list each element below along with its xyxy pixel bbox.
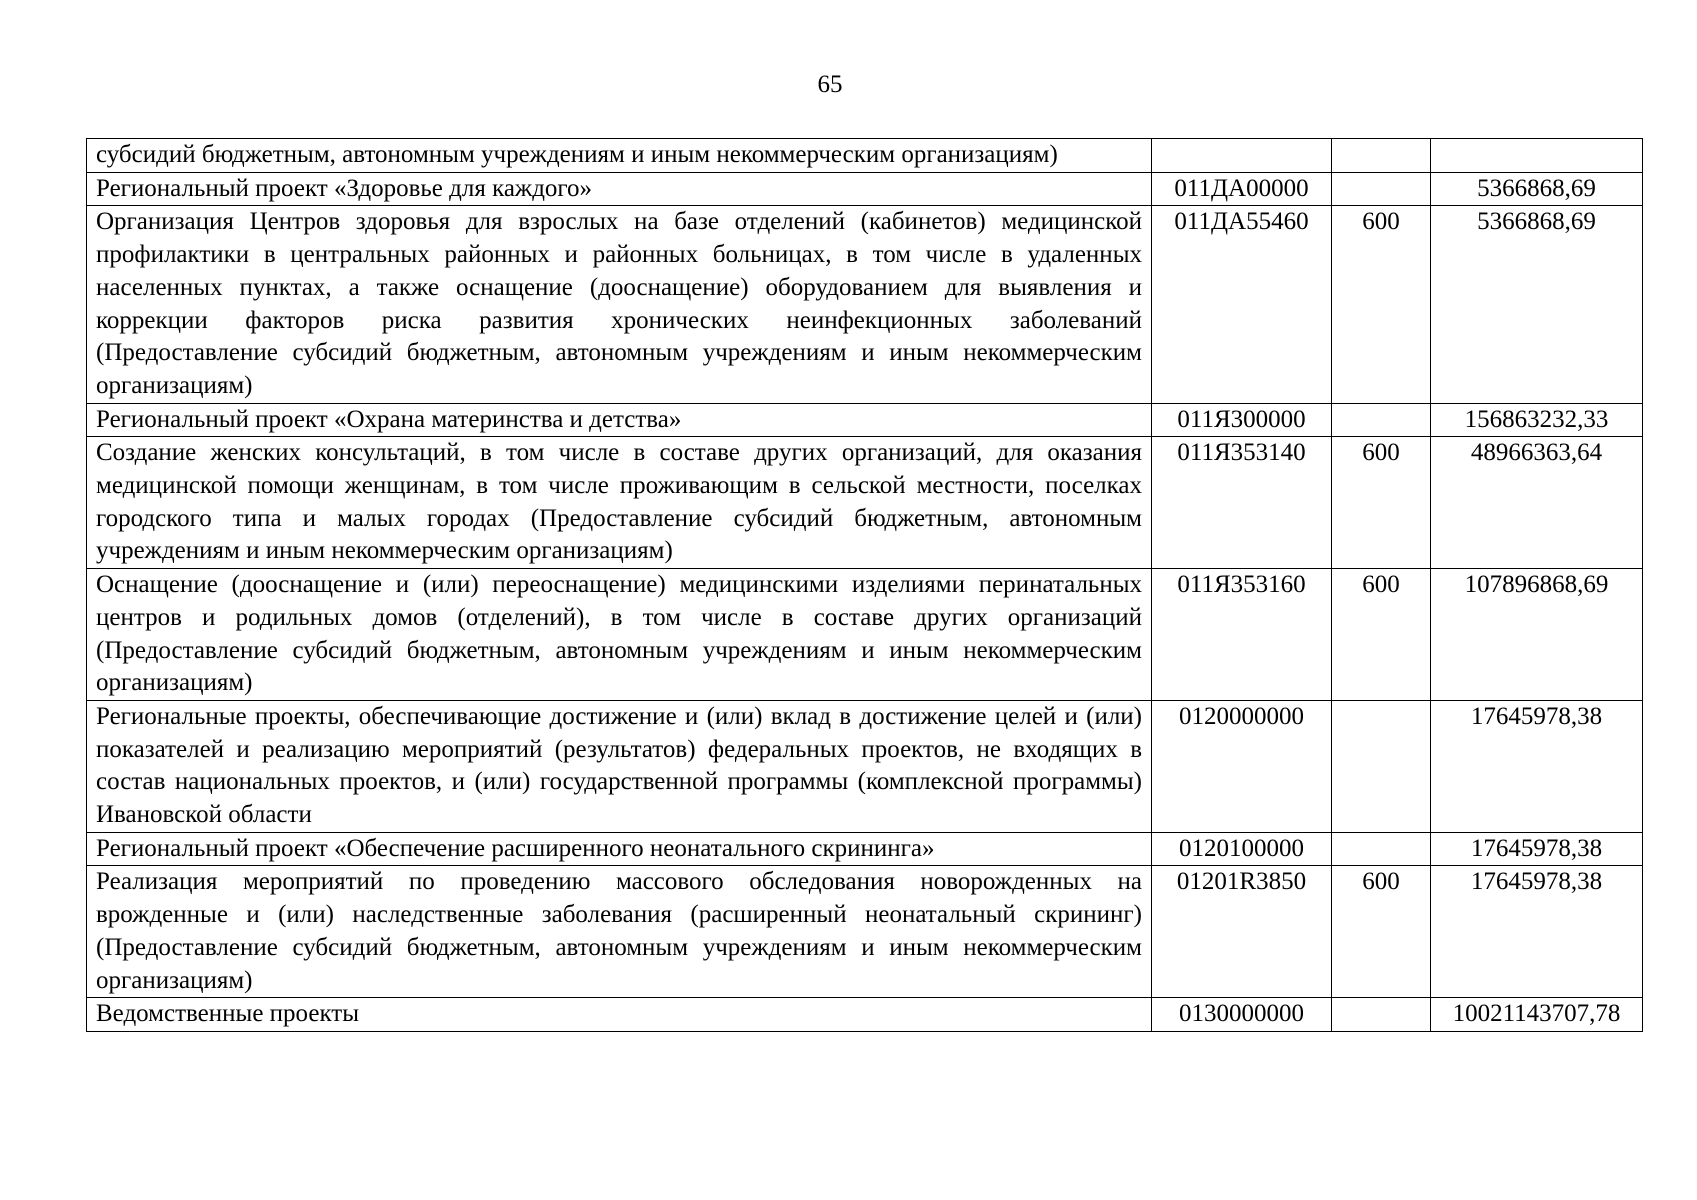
row-code-cell: 011Я353140: [1152, 437, 1332, 569]
row-code-cell: 011ДА00000: [1152, 172, 1332, 206]
table-row: [87, 206, 1643, 403]
row-name-cell: Региональный проект «Обеспечение расширенного неонатального скрининга»: [87, 832, 1152, 866]
table-row: [87, 172, 1643, 206]
row-sum-cell: 10021143707,78: [1431, 998, 1643, 1032]
row-expense-type-cell: 600: [1332, 206, 1431, 403]
table-row: [87, 832, 1643, 866]
row-sum-cell: [1431, 139, 1643, 173]
row-expense-type-cell: [1332, 832, 1431, 866]
row-name-cell: Региональный проект «Здоровье для каждого»: [87, 172, 1152, 206]
row-expense-type-cell: [1332, 700, 1431, 832]
row-name-cell: Организация Центров здоровья для взрослых на базе отделений (кабинетов) медицинской профилактики в центральных районных и районных больницах, в том числе в удаленных населенных пунктах, а также оснащение (дооснащение) оборудованием для выявления и коррекции факторов риска развития хронических неинфекционных заболеваний (Предоставление субсидий бюджетным, автономным учреждениям и иным некоммерческим организациям): [87, 206, 1152, 403]
budget-table: [86, 138, 1643, 1032]
row-code-cell: 0120100000: [1152, 832, 1332, 866]
row-expense-type-cell: 600: [1332, 437, 1431, 569]
row-code-cell: 011Я353160: [1152, 569, 1332, 701]
row-sum-cell: 17645978,38: [1431, 832, 1643, 866]
row-name-cell: Ведомственные проекты: [87, 998, 1152, 1032]
row-code-cell: 0130000000: [1152, 998, 1332, 1032]
row-code-cell: 011ДА55460: [1152, 206, 1332, 403]
table-row: [87, 403, 1643, 437]
table-row: [87, 700, 1643, 832]
row-sum-cell: 156863232,33: [1431, 403, 1643, 437]
table-row: [87, 569, 1643, 701]
row-sum-cell: 107896868,69: [1431, 569, 1643, 701]
page-number: 65: [817, 71, 843, 98]
table-row: [87, 139, 1643, 173]
row-expense-type-cell: [1332, 998, 1431, 1032]
row-expense-type-cell: 600: [1332, 569, 1431, 701]
row-code-cell: 011Я300000: [1152, 403, 1332, 437]
row-name-cell: Оснащение (дооснащение и (или) переоснащение) медицинскими изделиями перинатальных центров и родильных домов (отделений), в том числе в составе других организаций (Предоставление субсидий бюджетным, автономным учреждениям и иным некоммерческим организациям): [87, 569, 1152, 701]
row-name-cell: Создание женских консультаций, в том числе в составе других организаций, для оказания медицинской помощи женщинам, в том числе проживающим в сельской местности, поселках городского типа и малых городах (Предоставление субсидий бюджетным, автономным учреждениям и иным некоммерческим организациям): [87, 437, 1152, 569]
row-sum-cell: 5366868,69: [1431, 172, 1643, 206]
row-name-cell: Региональные проекты, обеспечивающие достижение и (или) вклад в достижение целей и (или) показателей и реализацию мероприятий (результатов) федеральных проектов, не входящих в состав национальных проектов, и (или) государственной программы (комплексной программы) Ивановской области: [87, 700, 1152, 832]
row-expense-type-cell: [1332, 172, 1431, 206]
row-expense-type-cell: [1332, 403, 1431, 437]
row-sum-cell: 17645978,38: [1431, 866, 1643, 998]
row-code-cell: 01201R3850: [1152, 866, 1332, 998]
row-name-cell: субсидий бюджетным, автономным учреждениям и иным некоммерческим организациям): [87, 139, 1152, 173]
row-sum-cell: 5366868,69: [1431, 206, 1643, 403]
row-name-cell: Реализация мероприятий по проведению массового обследования новорожденных на врожденные и (или) наследственные заболевания (расширенный неонатальный скрининг) (Предоставление субсидий бюджетным, автономным учреждениям и иным некоммерческим организациям): [87, 866, 1152, 998]
row-sum-cell: 48966363,64: [1431, 437, 1643, 569]
row-code-cell: [1152, 139, 1332, 173]
row-expense-type-cell: 600: [1332, 866, 1431, 998]
table-row: [87, 437, 1643, 569]
row-code-cell: 0120000000: [1152, 700, 1332, 832]
row-expense-type-cell: [1332, 139, 1431, 173]
table-row: [87, 998, 1643, 1032]
row-name-cell: Региональный проект «Охрана материнства и детства»: [87, 403, 1152, 437]
row-sum-cell: 17645978,38: [1431, 700, 1643, 832]
table-row: [87, 866, 1643, 998]
